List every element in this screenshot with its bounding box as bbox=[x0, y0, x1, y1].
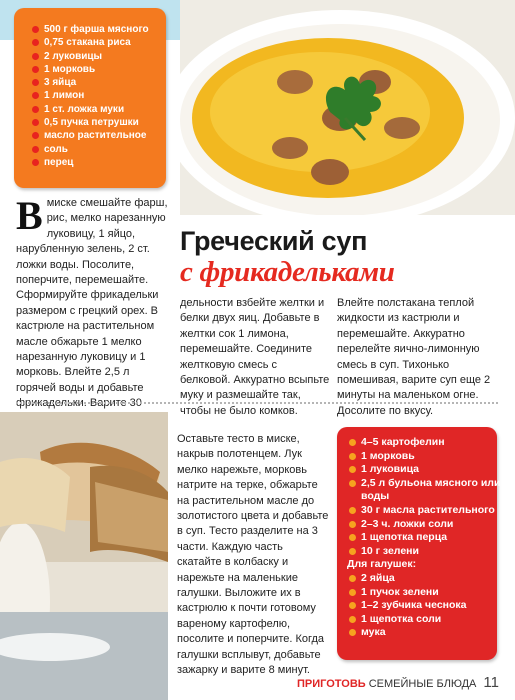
recipe-text-right: Влейте полстакана теплой жидкости из кастрюли и перемешайте. Аккуратно перелейте яично-лимонную смесь в суп. Тихонько помешивая, варите суп еще 2 минуты на маленьком огне. Досолите по вкусу. bbox=[337, 297, 491, 417]
ingredients-card-soup bbox=[14, 8, 166, 188]
ingredients-list-soup bbox=[30, 23, 149, 169]
ingredient-item: 2–3 ч. ложки соли bbox=[347, 518, 501, 532]
recipe-text-left-column bbox=[16, 193, 171, 427]
recipe-text-left: миске смешайте фарш, рис, мелко нарезанную луковицу, 1 яйцо, нарубленную зелень, 2 ст. ложки воды. Посолите, поперчите, перемешайте. Сформируйте фрикадельки размером с грецкий орех. В кастрюле на растительном масле обжарьте 1 мелко нарезанную луковицу и 1 морковь. Влейте 2,5 л горячей воды и добавьте фрикадельки. Варите 30 bbox=[16, 197, 168, 410]
ingredient-item: 10 г зелени bbox=[347, 545, 501, 559]
ingredient-item: 1 пучок зелени bbox=[347, 586, 501, 600]
magazine-brand: ПРИГОТОВЬ bbox=[297, 678, 366, 690]
ingredient-item: 1 лимон bbox=[30, 89, 149, 102]
ingredient-item: мука bbox=[347, 626, 501, 640]
ingredient-item: 2 луковицы bbox=[30, 50, 149, 63]
ingredient-item: 1 щепотка перца bbox=[347, 531, 501, 545]
ingredient-item: 1 луковица bbox=[347, 463, 501, 477]
ingredient-item: 2,5 л бульона мясного или воды bbox=[347, 477, 501, 504]
ingredient-item: 1 ст. ложка муки bbox=[30, 103, 149, 116]
page-footer bbox=[297, 674, 499, 691]
page-number: 11 bbox=[483, 674, 499, 691]
bread-photo bbox=[0, 412, 168, 700]
ingredients-card-dumplings bbox=[337, 427, 501, 660]
ingredient-item: масло растительное bbox=[30, 129, 149, 142]
recipe-text-middle: дельности взбейте желтки и белки двух яиц. Добавьте в желтки сок 1 лимона, перемешайте. Соедините желтковую смесь с белковой. Аккуратно всыпьте муку и размешайте так, чтобы не было комков. bbox=[180, 297, 330, 417]
soup-photo bbox=[180, 0, 515, 215]
recipe-title: Греческий суп bbox=[180, 226, 368, 256]
ingredient-item: 30 г масла растительного bbox=[347, 504, 501, 518]
ingredient-item: перец bbox=[30, 156, 149, 169]
ingredient-item: 500 г фарша мясного bbox=[30, 23, 149, 36]
ingredient-item: 4–5 картофелин bbox=[347, 436, 501, 450]
magazine-section: СЕМЕЙНЫЕ БЛЮДА bbox=[368, 678, 477, 690]
drop-cap: В bbox=[16, 193, 43, 238]
ingredient-item: соль bbox=[30, 143, 149, 156]
ingredient-item: 1 щепотка соли bbox=[347, 613, 501, 627]
ingredient-subheading: Для галушек: bbox=[347, 558, 417, 571]
ingredient-item: 3 яйца bbox=[30, 76, 149, 89]
ingredient-item: 1–2 зубчика чеснока bbox=[347, 599, 501, 613]
ingredient-item: 1 морковь bbox=[347, 450, 501, 464]
dotted-divider bbox=[16, 402, 498, 404]
ingredients-list-dumplings bbox=[347, 436, 501, 640]
recipe-text-bottom: Оставьте тесто в миске, накрыв полотенцем. Лук мелко нарежьте, морковь натрите на терке, обжарьте на растительном масле до золотистого цвета и добавьте в суп. Тесто разделите на 3 части. Каждую часть скатайте в колбаску и нарежьте на маленькие галушки. Выложите их в кастрюлю к почти готовому вареному картофелю, посолите и поперчите. Когда галушки всплывут, добавьте зажарку и варите 8 минут. bbox=[177, 433, 329, 677]
ingredient-item: 0,5 пучка петрушки bbox=[30, 116, 149, 129]
recipe-subtitle: с фрикадельками bbox=[180, 256, 395, 288]
ingredient-item: 1 морковь bbox=[30, 63, 149, 76]
ingredient-item: 2 яйца bbox=[347, 572, 501, 586]
ingredient-item: 0,75 стакана риса bbox=[30, 36, 149, 49]
